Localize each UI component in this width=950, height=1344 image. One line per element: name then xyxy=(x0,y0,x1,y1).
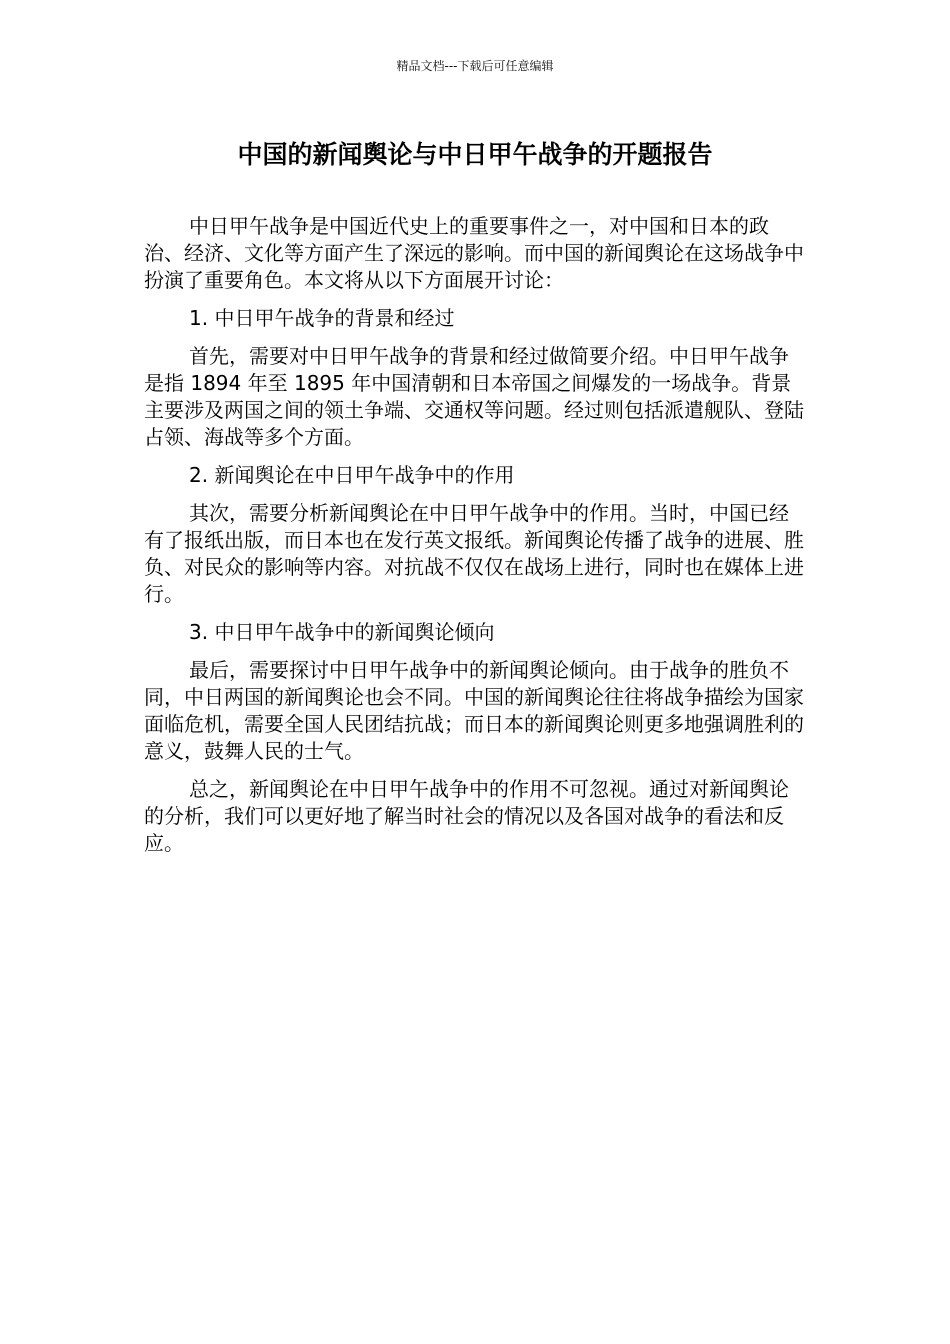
conclusion-paragraph: 总之，新闻舆论在中日甲午战争中的作用不可忽视。通过对新闻舆论的分析，我们可以更好地了解当时社会的情况以及各国对战争的看法和反应。 xyxy=(144,777,789,855)
page-header: 精品文档---下载后可任意编辑 xyxy=(396,59,554,73)
section-heading-tendency: 3. 中日甲午战争中的新闻舆论倾向 xyxy=(189,620,495,644)
section-body-role: 其次，需要分析新闻舆论在中日甲午战争中的作用。当时，中国已经有了报纸出版，而日本也在发行英文报纸。新闻舆论传播了战争的进展、胜负、对民众的影响等内容。对抗战不仅仅在战场上进行，同时也在媒体上进行。 xyxy=(144,501,804,606)
document-body xyxy=(144,213,806,868)
section-body-tendency: 最后，需要探讨中日甲午战争中的新闻舆论倾向。由于战争的胜负不同，中日两国的新闻舆论也会不同。中国的新闻舆论往往将战争描绘为国家面临危机，需要全国人民团结抗战；而日本的新闻舆论则更多地强调胜利的意义，鼓舞人民的士气。 xyxy=(144,658,804,763)
section-heading-background: 1. 中日甲午战争的背景和经过 xyxy=(189,306,455,330)
document-title: 中国的新闻舆论与中日甲午战争的开题报告 xyxy=(237,140,713,169)
section-heading-role: 2. 新闻舆论在中日甲午战争中的作用 xyxy=(189,463,515,487)
intro-paragraph: 中日甲午战争是中国近代史上的重要事件之一，对中国和日本的政治、经济、文化等方面产生了深远的影响。而中国的新闻舆论在这场战争中扮演了重要角色。本文将从以下方面展开讨论： xyxy=(144,214,804,292)
section-body-background: 首先，需要对中日甲午战争的背景和经过做简要介绍。中日甲午战争是指 1894 年至 1895 年中国清朝和日本帝国之间爆发的一场战争。背景主要涉及两国之间的领土争端、交通权等问题。经过则包括派遣舰队、登陆占领、海战等多个方面。 xyxy=(144,344,804,449)
